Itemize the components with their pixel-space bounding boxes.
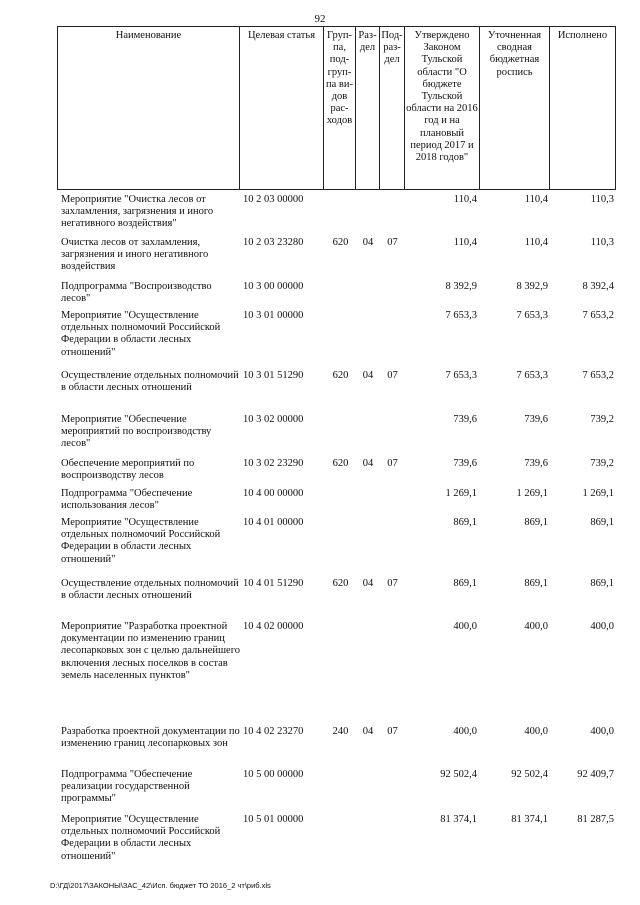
cell-section: 04 [362,370,374,381]
cell-name: Осуществление отдельных полномочий в области лесных отношений [61,370,239,394]
cell-approved: 400,0 [453,621,477,632]
cell-group: 620 [332,237,349,248]
cell-name: Мероприятие "Очистка лесов от захламления, загрязнения и иного негативного воздействия" [61,194,214,230]
cell-section: 04 [362,726,374,737]
cell-target: 10 5 01 00000 [243,814,304,825]
cell-executed: 400,0 [590,621,614,632]
cell-target: 10 5 00 00000 [243,769,304,780]
header-name: Наименование [58,27,240,190]
cell-executed: 739,2 [590,458,614,469]
cell-name: Мероприятие "Разработка проектной документации по изменению границ лесопарковых зон с целью дальнейшего включения лесных поселков в состав земель населенных пунктов" [61,621,241,681]
header-approved: Утверждено Законом Тульской области "О бюджете Тульской области на 2016 год и на плановый период 2017 и 2018 годов" [405,27,480,190]
cell-approved: 1 269,1 [445,488,477,499]
cell-executed: 869,1 [590,517,614,528]
cell-section: 04 [362,578,374,589]
cell-approved: 400,0 [453,726,477,737]
header-target: Целевая статья [240,27,324,190]
cell-refined: 400,0 [524,621,548,632]
cell-target: 10 2 03 23280 [243,237,304,248]
cell-refined: 110,4 [524,237,548,248]
cell-approved: 81 374,1 [440,814,477,825]
cell-approved: 92 502,4 [440,769,477,780]
cell-subsection: 07 [387,237,398,248]
cell-refined: 7 653,3 [516,370,548,381]
cell-group: 620 [332,370,349,381]
cell-section: 04 [362,237,374,248]
cell-target: 10 3 01 00000 [243,310,304,321]
header-refined: Уточненная сводная бюджетная роспись [480,27,550,190]
table-header [57,26,616,190]
cell-target: 10 4 01 00000 [243,517,304,528]
file-path-footer: D:\ГД\2017\ЗАКОНЫ\ЗАС_42\Исп. бюджет ТО 2016_2 чт\риб.xls [50,881,271,890]
cell-refined: 1 269,1 [516,488,548,499]
cell-subsection: 07 [387,370,398,381]
cell-group: 240 [332,726,349,737]
header-group: Груп-па, под-груп-па ви-дов рас-ходов [324,27,356,190]
cell-executed: 110,3 [590,237,614,248]
header-section: Раз-дел [356,27,380,190]
header-subsection: Под-раз-дел [380,27,405,190]
cell-name: Очистка лесов от захламления, загрязнения и иного негативного воздействия [61,237,209,273]
cell-executed: 400,0 [590,726,614,737]
cell-name: Мероприятие "Осуществление отдельных полномочий Российской Федерации в области лесных отношений" [61,517,221,565]
cell-approved: 869,1 [453,578,477,589]
cell-approved: 8 392,9 [445,281,477,292]
cell-executed: 7 653,2 [582,370,614,381]
cell-subsection: 07 [387,578,398,589]
cell-subsection: 07 [387,458,398,469]
cell-target: 10 2 03 00000 [243,194,304,205]
cell-name: Разработка проектной документации по изменению границ лесопарковых зон [61,726,240,750]
cell-executed: 110,3 [590,194,614,205]
cell-executed: 7 653,2 [582,310,614,321]
cell-executed: 8 392,4 [582,281,614,292]
cell-executed: 869,1 [590,578,614,589]
cell-target: 10 3 01 51290 [243,370,304,381]
cell-group: 620 [332,578,349,589]
cell-refined: 739,6 [524,458,548,469]
cell-executed: 92 409,7 [577,769,614,780]
cell-target: 10 4 01 51290 [243,578,304,589]
cell-refined: 869,1 [524,578,548,589]
cell-refined: 400,0 [524,726,548,737]
cell-name: Мероприятие "Осуществление отдельных полномочий Российской Федерации в области лесных отношений" [61,814,221,862]
cell-target: 10 4 02 23270 [243,726,304,737]
cell-group: 620 [332,458,349,469]
cell-name: Обеспечение мероприятий по воспроизводству лесов [61,458,195,482]
cell-approved: 110,4 [453,237,477,248]
cell-target: 10 4 02 00000 [243,621,304,632]
cell-name: Мероприятие "Обеспечение мероприятий по воспроизводству лесов" [61,414,212,450]
cell-approved: 110,4 [453,194,477,205]
cell-refined: 739,6 [524,414,548,425]
header-executed: Исполнено [550,27,616,190]
cell-name: Осуществление отдельных полномочий в области лесных отношений [61,578,239,602]
cell-approved: 7 653,3 [445,310,477,321]
cell-approved: 869,1 [453,517,477,528]
cell-section: 04 [362,458,374,469]
cell-executed: 81 287,5 [577,814,614,825]
cell-approved: 739,6 [453,414,477,425]
page-number: 92 [314,13,326,25]
cell-refined: 869,1 [524,517,548,528]
cell-name: Подпрограмма "Воспроизводство лесов" [61,281,212,305]
cell-refined: 7 653,3 [516,310,548,321]
cell-target: 10 3 02 00000 [243,414,304,425]
cell-subsection: 07 [387,726,398,737]
cell-refined: 8 392,9 [516,281,548,292]
cell-name: Подпрограмма "Обеспечение использования лесов" [61,488,193,512]
cell-target: 10 3 02 23290 [243,458,304,469]
cell-executed: 1 269,1 [582,488,614,499]
cell-target: 10 4 00 00000 [243,488,304,499]
cell-target: 10 3 00 00000 [243,281,304,292]
cell-name: Мероприятие "Осуществление отдельных полномочий Российской Федерации в области лесных отношений" [61,310,221,358]
cell-approved: 7 653,3 [445,370,477,381]
cell-refined: 92 502,4 [511,769,548,780]
cell-executed: 739,2 [590,414,614,425]
cell-approved: 739,6 [453,458,477,469]
cell-name: Подпрограмма "Обеспечение реализации государственной программы" [61,769,193,805]
cell-refined: 110,4 [524,194,548,205]
cell-refined: 81 374,1 [511,814,548,825]
